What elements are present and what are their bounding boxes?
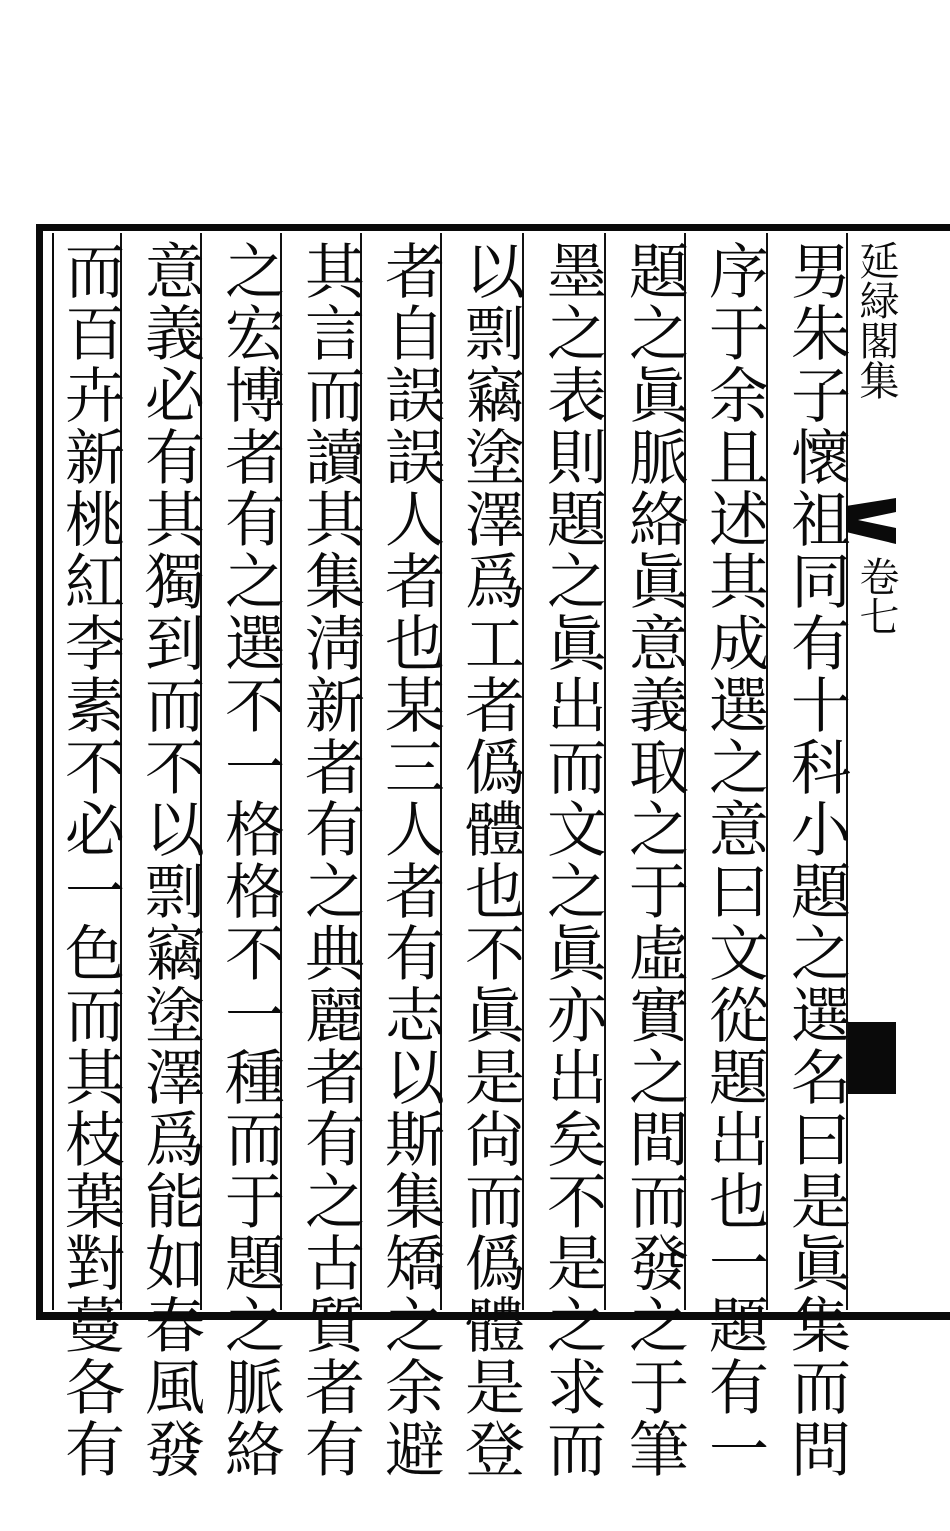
text-column: 序于余且述其成選之意曰文從題出也一題有一 xyxy=(699,240,769,1480)
text-column: 者自誤誤人者也某三人者有志以斯集矯之余避 xyxy=(375,240,445,1480)
text-column: 題之眞脈絡眞意義取之于虛實之間而發之于筆 xyxy=(619,240,689,1480)
running-head-juan: 卷七 xyxy=(853,556,899,636)
text-column: 之宏博者有之選不一格格不一種而于題之脈絡 xyxy=(215,240,285,1480)
text-column: 而百卉新桃紅李素不必一色而其枝葉對蔓各有 xyxy=(55,240,125,1480)
text-column: 墨之表則題之眞出而文之眞亦出矣不是之求而 xyxy=(537,240,607,1480)
running-head-title: 延緑閣集 xyxy=(853,240,899,400)
text-column: 以剽竊塗澤爲工者僞體也不眞是尙而僞體是登 xyxy=(455,240,525,1480)
text-column: 其言而讀其集淸新者有之典麗者有之古質者有 xyxy=(295,240,365,1480)
text-column: 意義必有其獨到而不以剽竊塗澤爲能如春風發 xyxy=(135,240,205,1480)
text-column: 男朱子懷祖同有十科小題之選名曰是眞集而問 xyxy=(781,240,851,1480)
